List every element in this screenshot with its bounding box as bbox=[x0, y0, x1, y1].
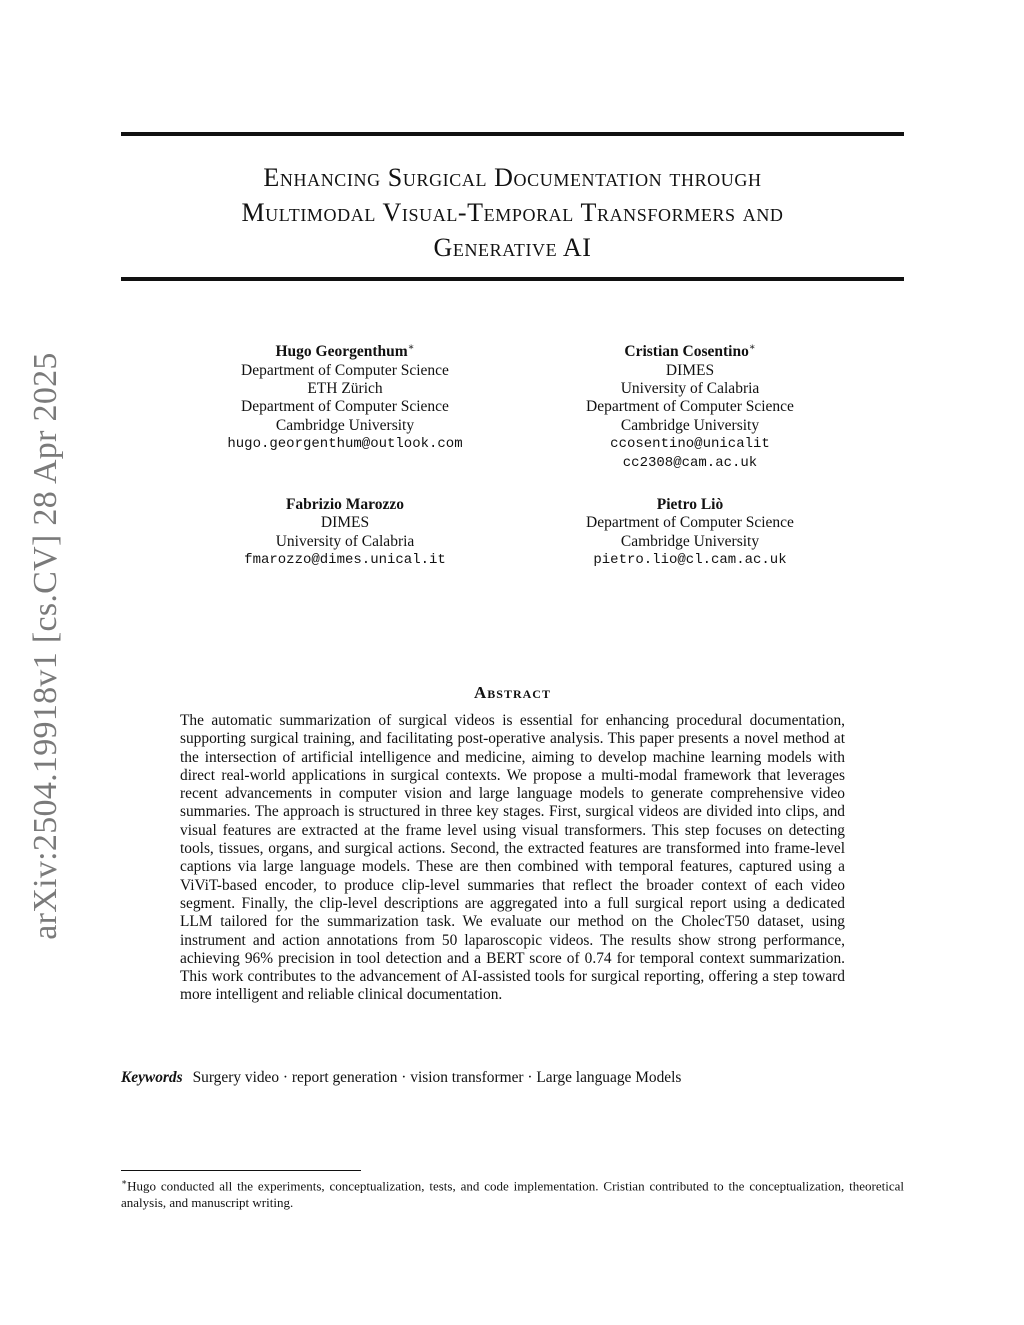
footnote-mark: ∗ bbox=[121, 1177, 128, 1187]
title-line: Multimodal Visual-Temporal Transformers and bbox=[241, 198, 784, 227]
author-name: Pietro Liò bbox=[656, 496, 724, 513]
keywords-label: Keywords bbox=[121, 1069, 183, 1086]
author-email[interactable]: hugo.georgenthum@outlook.com bbox=[227, 436, 463, 453]
affiliation-line: University of Calabria bbox=[620, 379, 760, 397]
author-name: Cristian Cosentino∗ bbox=[624, 342, 756, 361]
author-block-cosentino bbox=[525, 339, 855, 472]
keywords-line bbox=[121, 1068, 904, 1088]
author-email[interactable]: cc2308@cam.ac.uk bbox=[622, 454, 758, 471]
footnote-text: Hugo conducted all the experiments, conceptualization, tests, and code implementation. Cristian contributed to the conceptualization, theoretical analysis, and manuscript writing. bbox=[121, 1178, 904, 1211]
author-block-marozzo bbox=[180, 496, 510, 570]
footnote-mark: ∗ bbox=[748, 342, 756, 353]
footnote-rule bbox=[121, 1170, 361, 1171]
affiliation-line: Department of Computer Science bbox=[586, 398, 794, 416]
abstract-text: The automatic summarization of surgical videos is essential for enhancing procedural documentation, supporting surgical training, and facilitating post-operative analysis. This paper presents a novel method at the intersection of artificial intelligence and medicine, aiming to develop machine learning models with direct real-world applications in surgical contexts. We propose a multi-modal framework that leverages recent advancements in computer vision and large language models to generate comprehensive video summaries. The approach is structured in three key stages. First, surgical videos are divided into clips, and visual features are extracted at the frame level using visual transformers. This step focuses on detecting tools, tissues, organs, and surgical actions. Second, the extracted features are transformed into frame-level captions via large language models. These are then combined with temporal features, captured using a ViViT-based encoder, to produce clip-level summaries that reflect the broader context of each video segment. Finally, the clip-level descriptions are aggregated into a full surgical report using a dedicated LLM tailored for the summarization task. We evaluate our method on the CholecT50 dataset, using instrument and action annotations from 50 laparoscopic videos. The results show strong performance, achieving 96% precision in tool detection and a BERT score of 0.74 for temporal context summarization. This work contributes to the advancement of AI-assisted tools for surgical reporting, offering a step toward more intelligent and reliable clinical documentation. bbox=[180, 712, 845, 1004]
keywords-text: Surgery video · report generation · vision transformer · Large language Models bbox=[192, 1069, 682, 1086]
author-name: Fabrizio Marozzo bbox=[285, 496, 405, 513]
affiliation-line: DIMES bbox=[320, 514, 370, 532]
paper-title bbox=[121, 160, 904, 265]
title-bottom-rule bbox=[121, 277, 904, 281]
title-line: Generative AI bbox=[433, 233, 592, 262]
affiliation-line: Department of Computer Science bbox=[241, 398, 449, 416]
author-block-georgenthum bbox=[180, 339, 510, 454]
footnote-mark: ∗ bbox=[407, 342, 415, 353]
author-name: Hugo Georgenthum∗ bbox=[275, 342, 415, 361]
author-email[interactable]: fmarozzo@dimes.unical.it bbox=[244, 552, 446, 569]
title-line: Enhancing Surgical Documentation through bbox=[263, 163, 762, 192]
affiliation-line: Cambridge University bbox=[620, 416, 760, 434]
abstract-heading: Abstract bbox=[474, 683, 551, 702]
title-top-rule bbox=[121, 132, 904, 136]
affiliation-line: ETH Zürich bbox=[307, 379, 383, 397]
affiliation-line: Cambridge University bbox=[620, 532, 760, 550]
affiliation-line: University of Calabria bbox=[275, 532, 415, 550]
affiliation-line: Cambridge University bbox=[275, 416, 415, 434]
affiliation-line: Department of Computer Science bbox=[586, 514, 794, 532]
affiliation-line: Department of Computer Science bbox=[241, 361, 449, 379]
affiliation-line: DIMES bbox=[665, 361, 715, 379]
author-email[interactable]: ccosentino@unicalit bbox=[610, 436, 770, 453]
author-email[interactable]: pietro.lio@cl.cam.ac.uk bbox=[593, 552, 787, 569]
footnote bbox=[121, 1174, 904, 1211]
arxiv-stamp: arXiv:2504.19918v1 [cs.CV] 28 Apr 2025 bbox=[27, 352, 64, 940]
author-block-lio bbox=[525, 496, 855, 570]
